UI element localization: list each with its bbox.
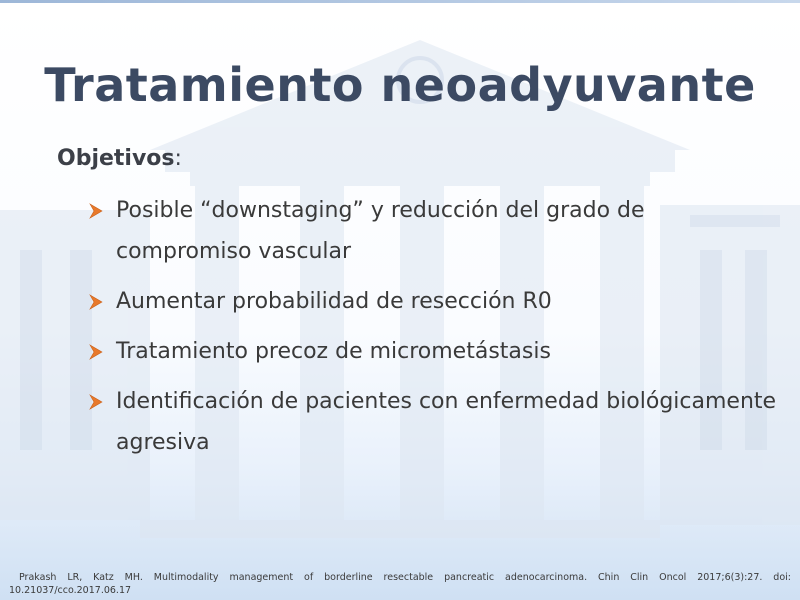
arrow-right-icon	[88, 344, 104, 360]
bullet-item	[88, 331, 778, 372]
bullet-text: Identificación de pacientes con enfermedad biológicamente agresiva	[116, 389, 777, 455]
arrow-right-icon	[88, 294, 104, 310]
section-heading-label: Objetivos	[57, 146, 175, 171]
bullet-text: Posible “downstaging” y reducción del grado de compromiso vascular	[116, 198, 645, 264]
arrow-right-icon	[88, 394, 104, 410]
section-heading-colon: :	[174, 146, 182, 171]
section-heading	[57, 146, 182, 171]
objectives-list	[88, 190, 778, 472]
bullet-text: Aumentar probabilidad de resección R0	[116, 289, 552, 314]
bullet-text: Tratamiento precoz de micrometástasis	[116, 339, 551, 364]
reference-citation: Prakash LR, Katz MH. Multimodality management of borderline resectable pancreatic adenocarcinoma. Chin Clin Oncol 2017;6(3):27. doi: 10.21037/cco.2017.06.17	[9, 572, 791, 596]
bullet-item	[88, 381, 778, 463]
arrow-right-icon	[88, 203, 104, 219]
bullet-item	[88, 281, 778, 322]
bullet-item	[88, 190, 778, 272]
slide-title: Tratamiento neoadyuvante	[44, 58, 756, 112]
